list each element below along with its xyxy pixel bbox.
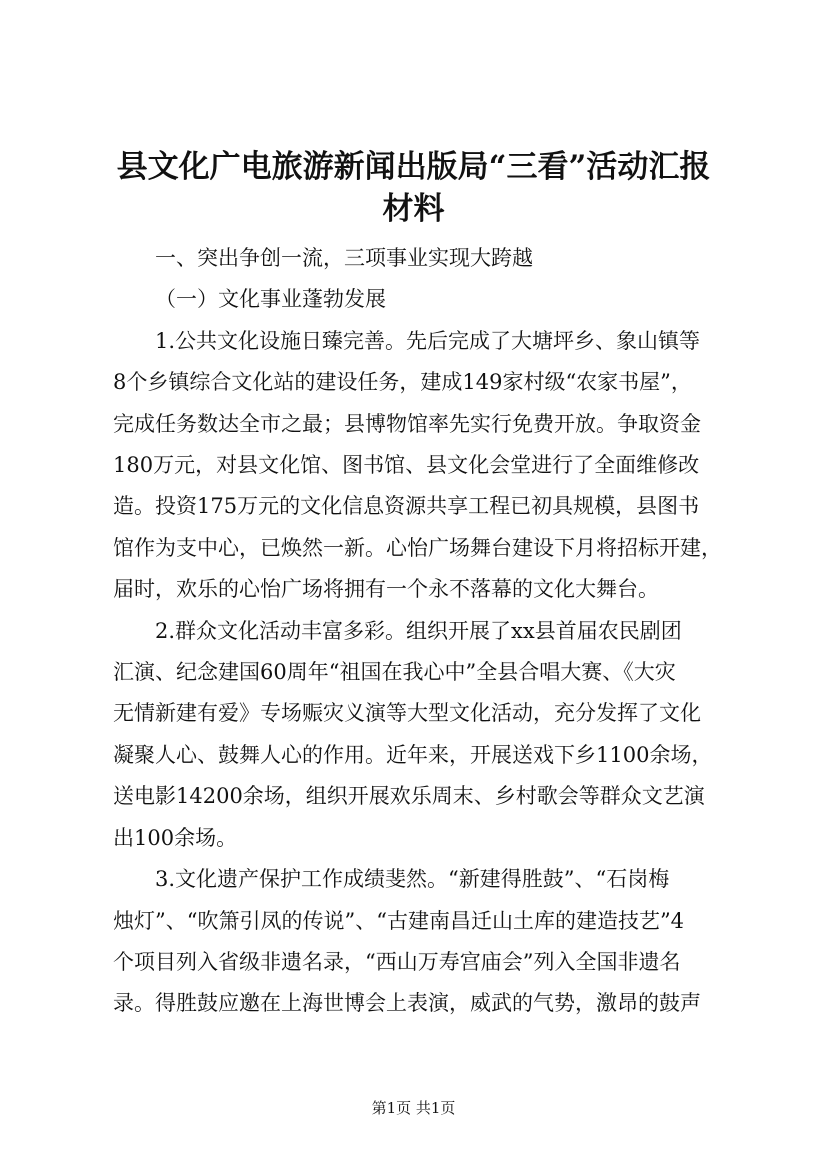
- paragraph-line: 造。投资175万元的文化信息资源共享工程已初具规模，县图书: [113, 494, 700, 519]
- paragraph-line: 录。得胜鼓应邀在上海世博会上表演，威武的气势，激昂的鼓声: [113, 991, 701, 1016]
- paragraph-mass-culture: [113, 611, 741, 859]
- paragraph-line: 2.群众文化活动丰富多彩。组织开展了xx县首届农民剧团: [155, 618, 682, 643]
- paragraph-line: 凝聚人心、鼓舞人心的作用。近年来，开展送戏下乡1100余场，: [113, 742, 713, 767]
- document-body: [113, 238, 741, 1025]
- paragraph-line: 3.文化遗产保护工作成绩斐然。“新建得胜鼓”、“石岗梅: [155, 867, 670, 892]
- page-number: 第1页 共1页: [371, 1099, 456, 1117]
- paragraph-line: 8个乡镇综合文化站的建设任务，建成149家村级“农家书屋”，: [113, 370, 692, 395]
- paragraph-public-facilities: [113, 321, 741, 611]
- paragraph-line: 送电影14200余场，组织开展欢乐周末、乡村歌会等群众文艺演: [113, 784, 705, 809]
- paragraph-line: 届时，欢乐的心怡广场将拥有一个永不落幕的文化大舞台。: [113, 577, 659, 602]
- title-line-1: 县文化广电旅游新闻出版局“三看”活动汇报: [116, 149, 711, 185]
- paragraph-line: 出100余场。: [113, 825, 238, 850]
- title-line-2: 材料: [382, 191, 445, 227]
- paragraph-line: 馆作为支中心，已焕然一新。心怡广场舞台建设下月将招标开建，: [113, 535, 722, 560]
- document-title: [90, 146, 737, 230]
- section-heading: 一、突出争创一流，三项事业实现大跨越: [155, 246, 533, 270]
- subsection-heading: （一）文化事业蓬勃发展: [155, 287, 386, 312]
- paragraph-line: 完成任务数达全市之最；县博物馆率先实行免费开放。争取资金: [113, 411, 701, 436]
- paragraph-line: 无情新建有爱》专场赈灾义演等大型文化活动，充分发挥了文化: [113, 701, 701, 726]
- paragraph-line: 180万元，对县文化馆、图书馆、县文化会堂进行了全面维修改: [113, 453, 700, 478]
- paragraph-line: 个项目列入省级非遗名录，“西山万寿宫庙会”列入全国非遗名: [113, 949, 681, 974]
- paragraph-line: 汇演、纪念建国60周年“祖国在我心中”全县合唱大赛、《大灾: [113, 660, 676, 685]
- page-footer: [0, 1098, 827, 1118]
- paragraph-line: 1.公共文化设施日臻完善。先后完成了大塘坪乡、象山镇等: [155, 328, 701, 353]
- paragraph-heritage: [113, 859, 741, 1025]
- paragraph-line: 烛灯”、“吹箫引凤的传说”、“古建南昌迁山土库的建造技艺”4: [113, 908, 685, 933]
